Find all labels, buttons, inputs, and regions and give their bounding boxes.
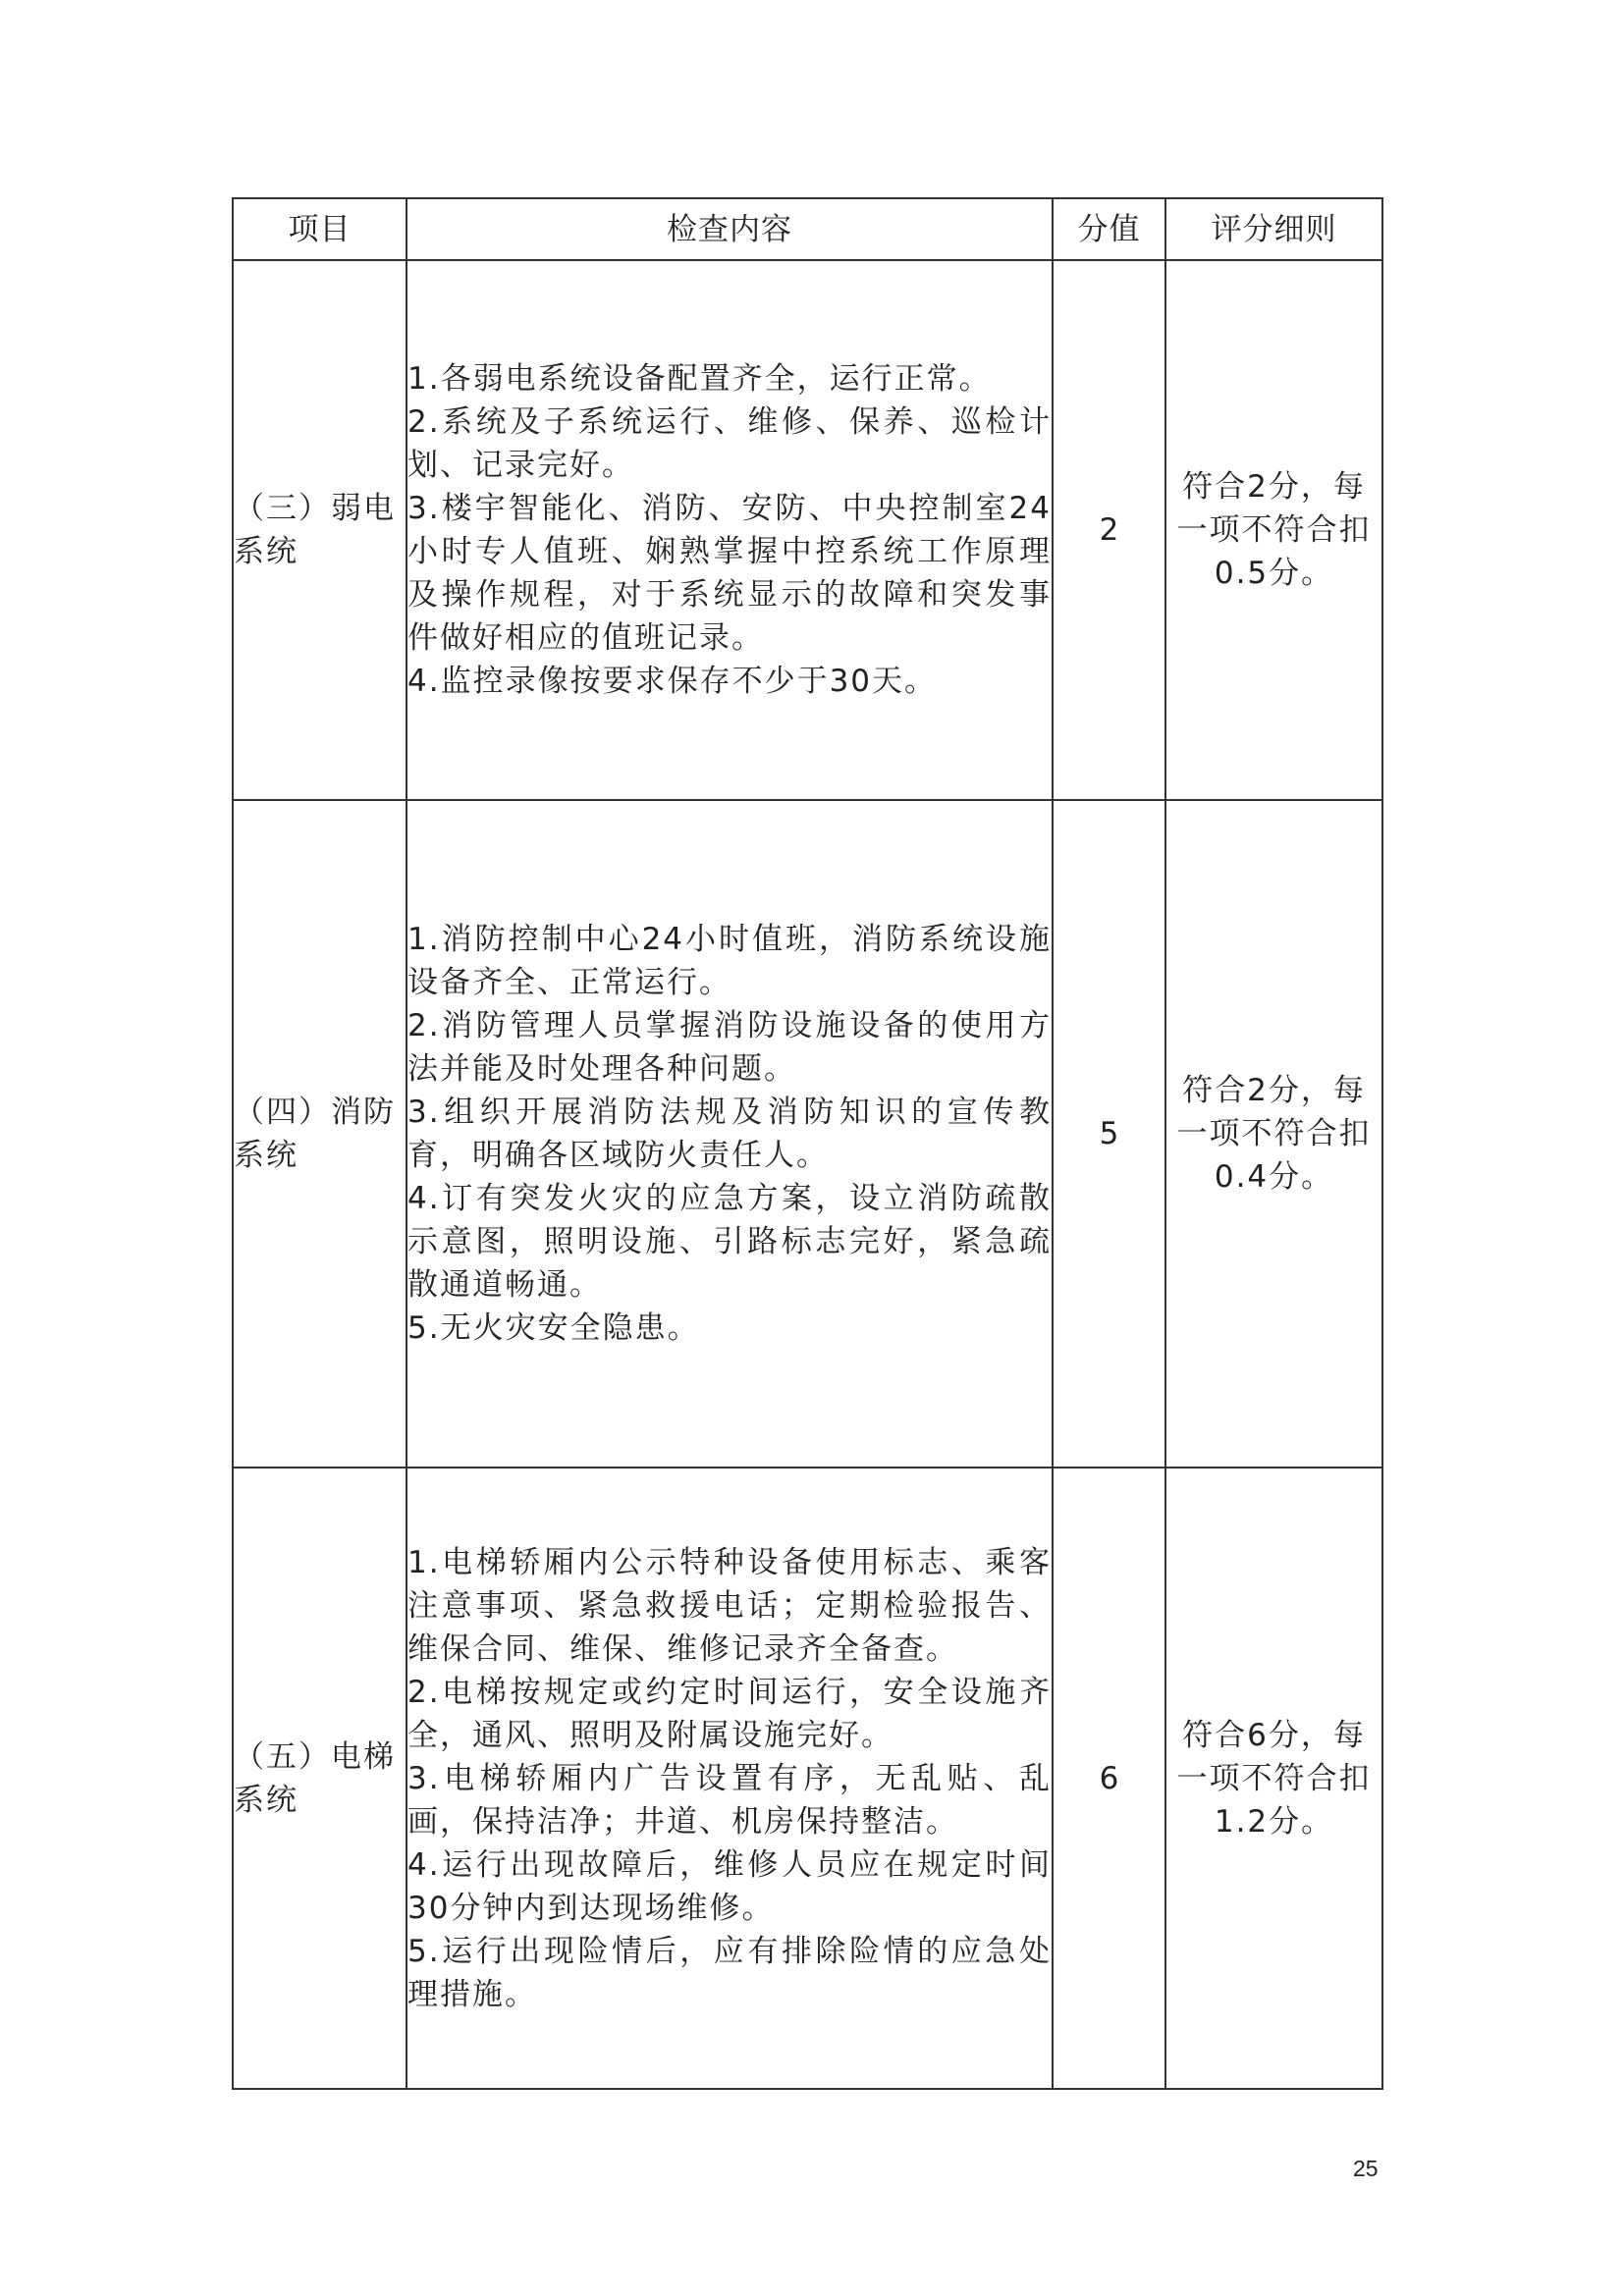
header-item: 项目: [233, 198, 406, 260]
inspection-score-table: [232, 197, 1383, 2090]
content-line: 4.订有突发火灾的应急方案，设立消防疏散示意图，照明设施、引路标志完好，紧急疏散通道畅通。: [407, 1181, 1052, 1303]
score-cell: 6: [1053, 1468, 1165, 2089]
content-line: 5.无火灾安全隐患。: [407, 1310, 700, 1346]
content-cell: [406, 260, 1053, 800]
item-cell: （四）消防系统: [233, 800, 406, 1468]
table-header-row: [233, 198, 1382, 260]
table-row: [233, 260, 1382, 800]
content-cell: [406, 800, 1053, 1468]
content-line: 1.消防控制中心24小时值班，消防系统设施设备齐全、正常运行。: [407, 922, 1052, 1000]
item-cell: （三）弱电系统: [233, 260, 406, 800]
rule-cell: 符合2分，每一项不符合扣0.5分。: [1165, 260, 1382, 800]
rule-cell: 符合6分，每一项不符合扣1.2分。: [1165, 1468, 1382, 2089]
item-cell: （五）电梯系统: [233, 1468, 406, 2089]
content-line: 4.监控录像按要求保存不少于30天。: [407, 664, 938, 699]
content-line: 2.消防管理人员掌握消防设施设备的使用方法并能及时处理各种问题。: [407, 1008, 1052, 1087]
header-score: 分值: [1053, 198, 1165, 260]
content-line: 1.各弱电系统设备配置齐全，运行正常。: [407, 361, 992, 397]
header-rule: 评分细则: [1165, 198, 1382, 260]
content-cell: [406, 1468, 1053, 2089]
content-line: 3.电梯轿厢内广告设置有序，无乱贴、乱画，保持洁净；井道、机房保持整洁。: [407, 1760, 1052, 1840]
content-line: 2.系统及子系统运行、维修、保养、巡检计划、记录完好。: [407, 404, 1052, 483]
content-line: 4.运行出现故障后，维修人员应在规定时间30分钟内到达现场维修。: [407, 1846, 1052, 1926]
content-line: 1.电梯轿厢内公示特种设备使用标志、乘客注意事项、紧急救援电话；定期检验报告、维保合同、维保、维修记录齐全备查。: [407, 1544, 1052, 1667]
content-line: 3.组织开展消防法规及消防知识的宣传教育，明确各区域防火责任人。: [407, 1095, 1052, 1173]
content-line: 2.电梯按规定或约定时间运行，安全设施齐全，通风、照明及附属设施完好。: [407, 1674, 1052, 1753]
rule-cell: 符合2分，每一项不符合扣0.4分。: [1165, 800, 1382, 1468]
content-line: 5.运行出现险情后，应有排除险情的应急处理措施。: [407, 1933, 1052, 2012]
page-number: 25: [1353, 2156, 1379, 2181]
score-cell: 5: [1053, 800, 1165, 1468]
table-row: [233, 1468, 1382, 2089]
table-row: [233, 800, 1382, 1468]
content-line: 3.楼宇智能化、消防、安防、中央控制室24小时专人值班、娴熟掌握中控系统工作原理及操作规程，对于系统显示的故障和突发事件做好相应的值班记录。: [407, 491, 1052, 656]
header-content: 检查内容: [406, 198, 1053, 260]
score-cell: 2: [1053, 260, 1165, 800]
